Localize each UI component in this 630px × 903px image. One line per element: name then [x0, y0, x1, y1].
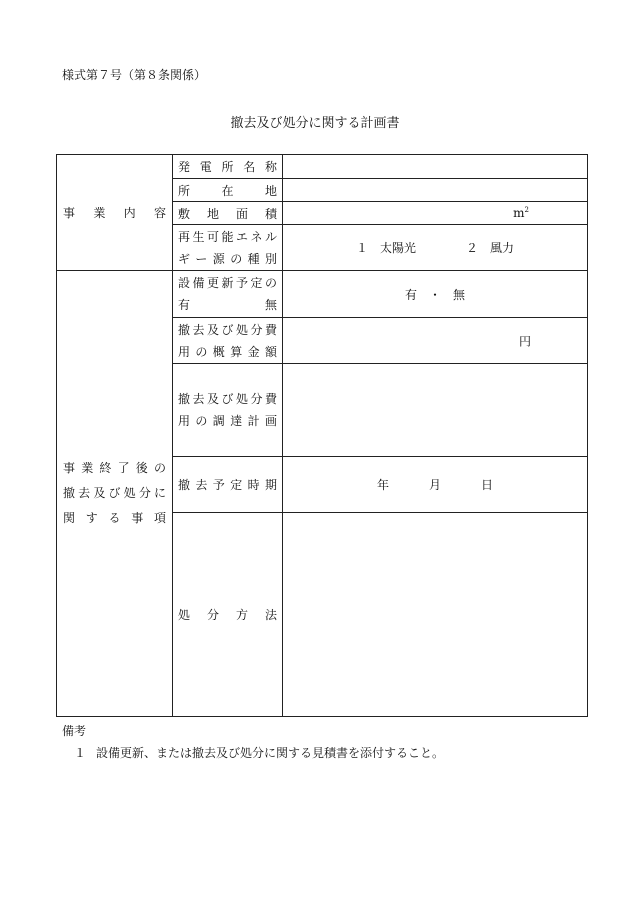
label-renewal: 設備更新予定の 有無: [173, 271, 283, 318]
remarks-heading: 備考: [62, 724, 87, 738]
label-energy-type: 再生可能エネル ギー源の種別: [173, 225, 283, 271]
plan-form-table: [56, 154, 588, 717]
label-method: 処分方法: [173, 513, 283, 717]
schedule-year: 年: [376, 478, 389, 492]
field-energy-type[interactable]: [283, 225, 588, 271]
label-cost: 撤去及び処分費 用の概算金額: [173, 318, 283, 364]
field-funding[interactable]: [283, 364, 588, 457]
field-renewal[interactable]: 有 ・ 無: [283, 271, 588, 318]
row-plant-name: [57, 155, 588, 179]
remarks-item-number: １: [74, 746, 87, 760]
energy-option-wind[interactable]: ２ 風力: [466, 241, 515, 255]
label-plant-name: 発電所名称: [173, 155, 283, 179]
section-end-of-business: 事業終了後の 撤去及び処分に 関する事項: [57, 271, 173, 717]
energy-option-solar[interactable]: １ 太陽光: [355, 241, 416, 255]
label-location: 所在地: [173, 179, 283, 202]
remarks-item-1: [74, 744, 444, 761]
label-funding: 撤去及び処分費 用の調達計画: [173, 364, 283, 457]
section-business-content: 事業内容: [57, 155, 173, 271]
remarks-item-text: 設備更新、または撤去及び処分に関する見積書を添付すること。: [96, 746, 445, 760]
label-site-area: 敷地面積: [173, 202, 283, 225]
field-schedule[interactable]: [283, 457, 588, 513]
field-location[interactable]: [283, 179, 588, 202]
cost-unit: 円: [518, 334, 531, 348]
row-renewal: [57, 271, 588, 318]
field-plant-name[interactable]: [283, 155, 588, 179]
label-schedule: 撤去予定時期: [173, 457, 283, 513]
schedule-month: 月: [428, 478, 441, 492]
schedule-day: 日: [481, 478, 494, 492]
field-cost[interactable]: [283, 318, 588, 364]
form-number: 様式第７号（第８条関係）: [62, 68, 207, 82]
site-area-unit: $m^2$: [513, 206, 529, 220]
field-site-area[interactable]: [283, 202, 588, 225]
document-title: 撤去及び処分に関する計画書: [230, 116, 400, 131]
field-method[interactable]: [283, 513, 588, 717]
